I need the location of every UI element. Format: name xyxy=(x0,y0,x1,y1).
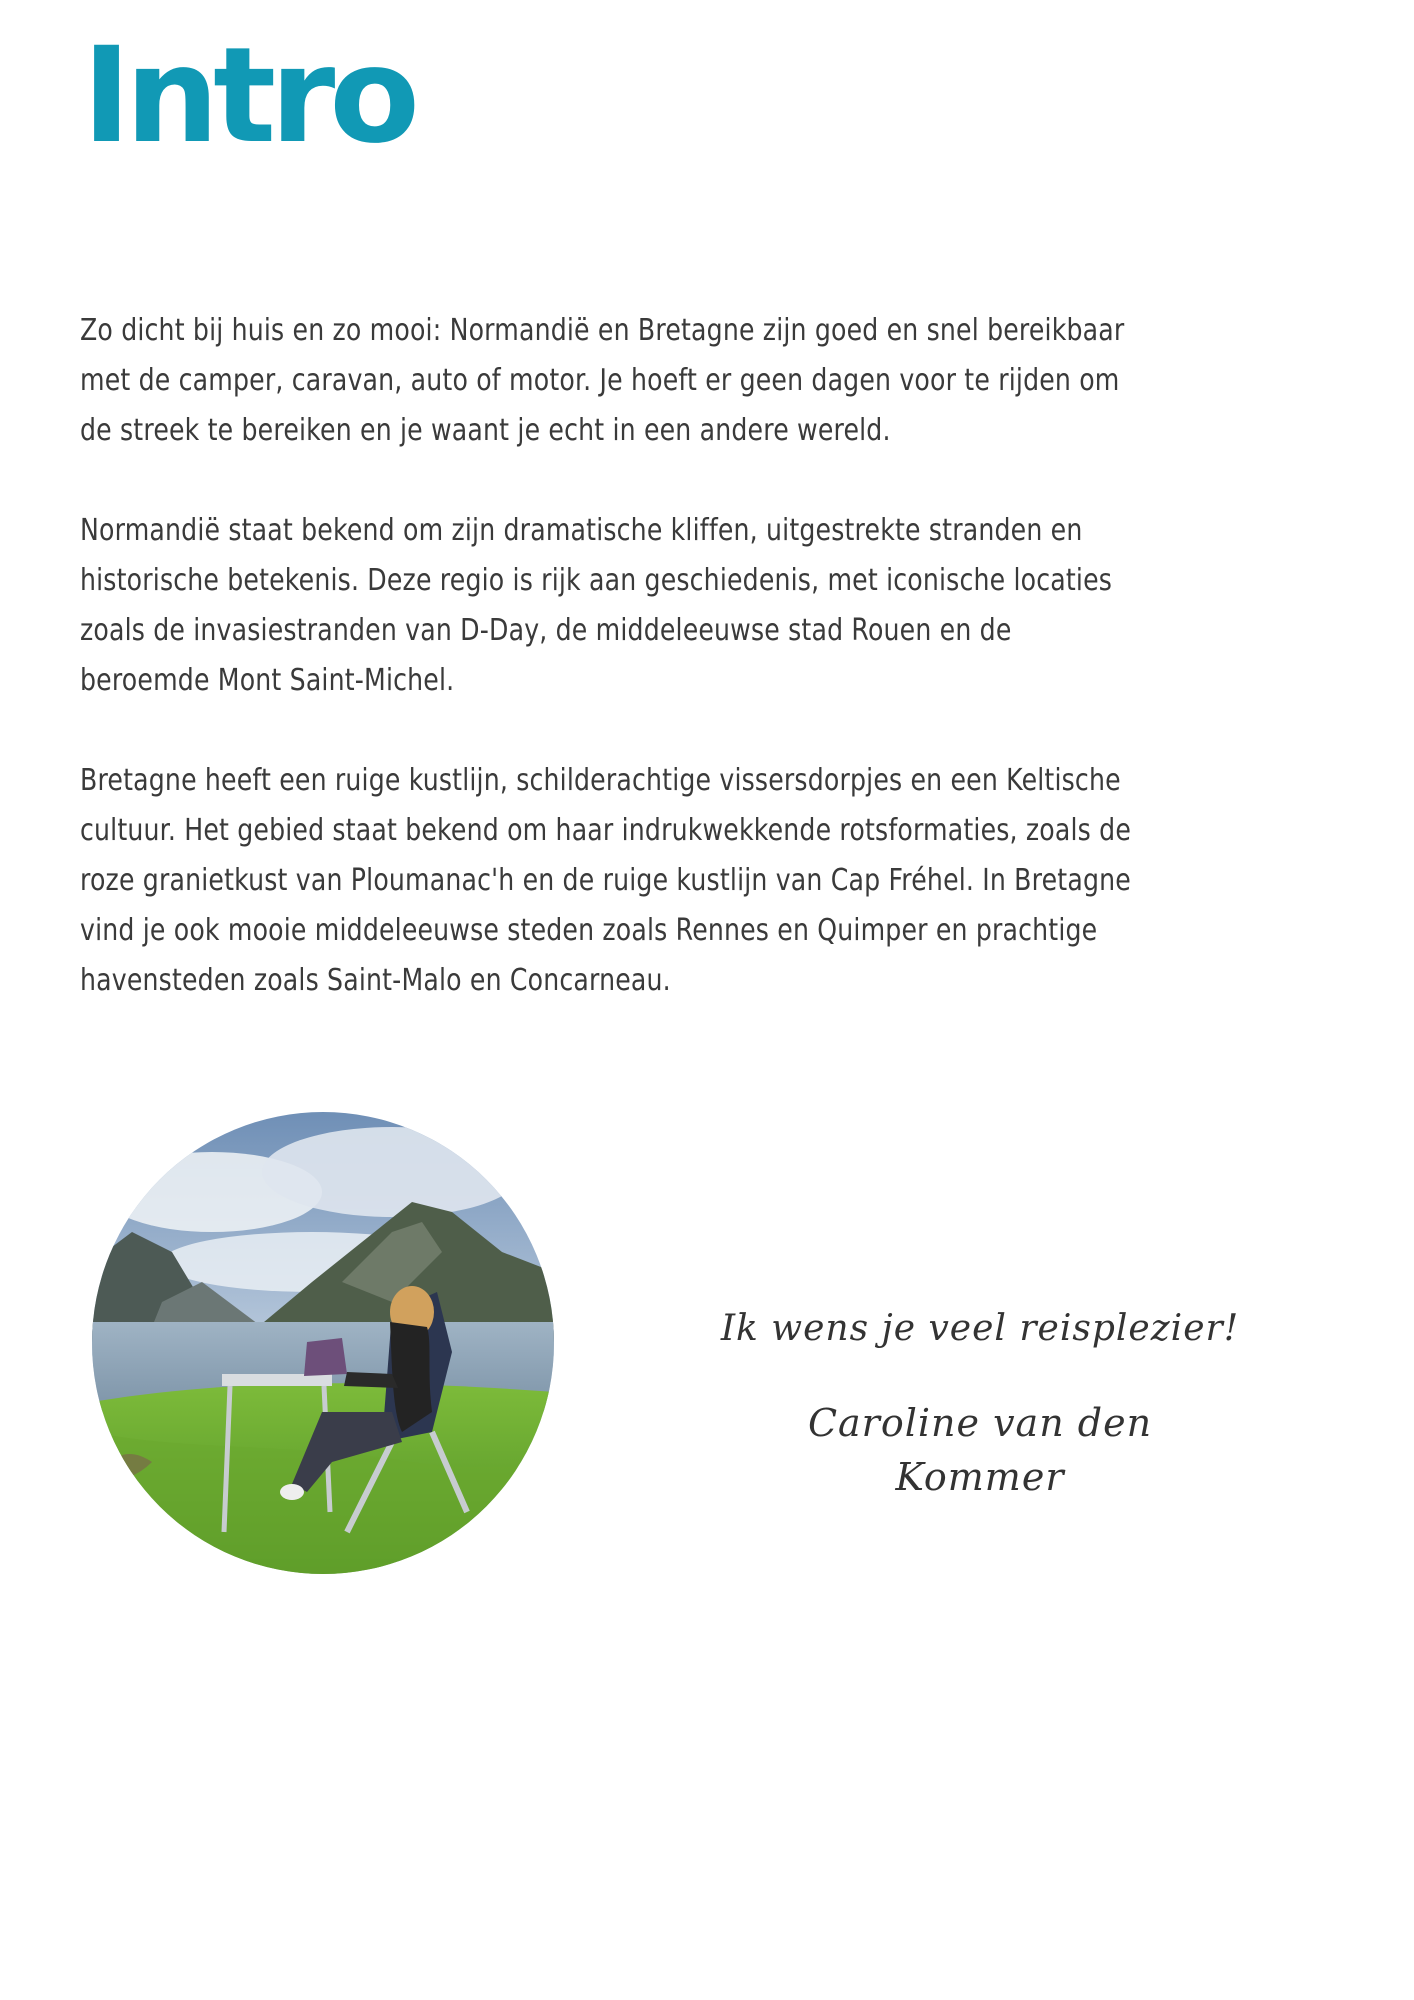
signoff-name: Caroline van den Kommer xyxy=(807,1401,1153,1499)
paragraph-normandie: Normandië staat bekend om zijn dramatische kliffen, uitgestrekte stranden en historische betekenis. Deze regio is rijk aan geschiedenis, met iconische locaties zoals de invasiestranden van D-Day, de middeleeuwse stad Rouen en de beroemde Mont Saint-Michel. xyxy=(80,513,1113,698)
paragraph-bretagne: Bretagne heeft een ruige kustlijn, schilderachtige vissersdorpjes en een Keltische cultuur. Het gebied staat bekend om haar indrukwekkende rotsformaties, zoals de roze granietkust van Ploumanac'h en de ruige kustlijn van Cap Fréhel. In Bretagne vind je ook mooie middeleeuwse steden zoals Rennes en Quimper en prachtige havensteden zoals Saint-Malo en Concarneau. xyxy=(80,763,1131,998)
intro-text xyxy=(80,306,1138,1056)
paragraph-intro: Zo dicht bij huis en zo mooi: Normandië en Bretagne zijn goed en snel bereikbaar met de camper, caravan, auto of motor. Je hoeft er geen dagen voor te rijden om de streek te bereiken en je waant je echt in een andere wereld. xyxy=(80,313,1125,448)
author-photo xyxy=(92,1112,554,1574)
signoff-wish: Ik wens je veel reisplezier! xyxy=(720,1308,1240,1349)
signoff xyxy=(720,1302,1240,1504)
author-photo-illustration xyxy=(92,1112,554,1574)
page-title: Intro xyxy=(82,19,414,173)
